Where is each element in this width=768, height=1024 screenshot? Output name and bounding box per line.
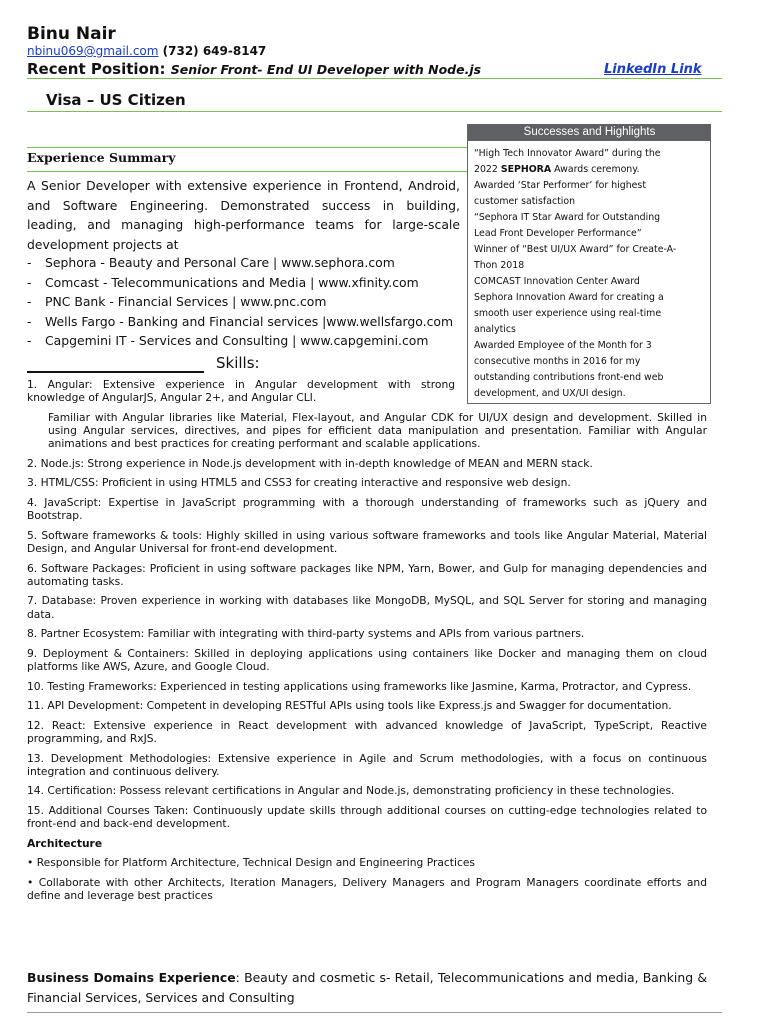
highlight-brand: SEPHORA — [500, 164, 552, 175]
company-item: - Capgemini IT - Services and Consulting | www.capgemini.com — [27, 331, 467, 351]
skills-list — [27, 378, 707, 909]
highlight-line: COMCAST Innovation Center Award — [474, 276, 640, 287]
company-list — [27, 253, 467, 351]
skill-item: 13. Development Methodologies: Extensive experience in Agile and Scrum methodologies, with a focus on continuous integration and continuous delivery. — [27, 751, 707, 778]
highlight-line: customer satisfaction — [474, 196, 576, 207]
highlight-line: consecutive months in 2016 for my — [474, 356, 641, 367]
email-link[interactable]: nbinu069@gmail.com — [27, 44, 159, 58]
company-item: - PNC Bank - Financial Services | www.pnc.com — [27, 292, 467, 312]
skill-item: 4. JavaScript: Expertise in JavaScript programming with a thorough understanding of frameworks such as jQuery and Bootstrap. — [27, 495, 707, 523]
skills-title: Skills: — [216, 354, 260, 372]
visa-divider — [27, 111, 722, 112]
skill-item: Familiar with Angular libraries like Material, Flex-layout, and Angular CDK for UI/UX design and development. Skilled in using Angular services, directives, and pipes for efficient data manipulation and presentation. Familiar with Angular animations and best practices for creating performant and scalable applications. — [48, 410, 707, 451]
skill-item: 15. Additional Courses Taken: Continuously update skills through additional courses on cutting-edge technologies related to front-end and back-end development. — [27, 803, 707, 831]
architecture-title: Architecture — [27, 836, 103, 850]
skill-item: 5. Software frameworks & tools: Highly skilled in using various software frameworks and tools like Angular Material, Material Design, and Angular Universal for front-end development. — [27, 528, 707, 555]
highlight-line: analytics — [474, 324, 516, 335]
highlight-line: outstanding contributions front-end web — [474, 372, 664, 383]
skill-item: 6. Software Packages: Proficient in using software packages like NPM, Yarn, Bower, and Gulp for managing dependencies and automating tasks. — [27, 561, 707, 588]
skill-item: 1. Angular: Extensive experience in Angular development with strong knowledge of AngularJS, Angular 2+, and Angular CLI. — [27, 378, 455, 405]
highlight-line: Awarded ‘Star Performer’ for highest — [474, 180, 646, 191]
skill-item: 3. HTML/CSS: Proficient in using HTML5 and CSS3 for creating interactive and responsive web design. — [27, 476, 571, 490]
highlight-line: development, and UX/UI design. — [474, 388, 626, 399]
footer-divider — [27, 1012, 722, 1013]
architecture-item: • Collaborate with other Architects, Iteration Managers, Delivery Managers and Program Managers coordinate efforts and define and leverage best practices — [27, 875, 707, 903]
highlight-suffix: Awards ceremony. — [551, 164, 640, 175]
company-item: - Comcast - Telecommunications and Media | www.xfinity.com — [27, 273, 467, 293]
highlight-year: 2022 — [474, 164, 501, 175]
skill-item: 9. Deployment & Containers: Skilled in deploying applications using containers like Docker and managing them on cloud platforms like AWS, Azure, and Google Cloud. — [27, 646, 707, 673]
recent-position — [27, 60, 481, 78]
skill-item: 10. Testing Frameworks: Experienced in testing applications using frameworks like Jasmine, Karma, Protractor, and Cypress. — [27, 679, 692, 693]
experience-title: Experience Summary — [27, 150, 176, 165]
recent-position-role: Senior Front- End UI Developer with Node.js — [170, 62, 482, 77]
highlight-line: Lead Front Developer Performance” — [474, 228, 642, 239]
business-domains — [27, 968, 707, 1007]
company-item: - Sephora - Beauty and Personal Care | www.sephora.com — [27, 253, 467, 273]
highlights-list — [474, 146, 708, 402]
highlight-line: Awarded Employee of the Month for 3 — [474, 340, 652, 351]
business-domains-text: : Beauty and cosmetic s- Retail, Telecommunications and media, Banking & Financial Services, Services and Consulting — [27, 970, 707, 1005]
experience-divider-bottom — [27, 171, 467, 172]
visa-status: Visa – US Citizen — [46, 91, 186, 109]
architecture-item: • Responsible for Platform Architecture, Technical Design and Engineering Practices — [27, 856, 475, 870]
skill-item: 11. API Development: Competent in developing RESTful APIs using tools like Express.js and Swagger for documentation. — [27, 699, 672, 713]
highlight-line: Winner of “Best UI/UX Award” for Create-A- — [474, 244, 677, 255]
experience-summary: A Senior Developer with extensive experience in Frontend, Android, and Software Engineering. Demonstrated success in building, leading, and managing high-performance teams for large-scale development projects at — [27, 178, 460, 252]
skill-item: 12. React: Extensive experience in React development with advanced knowledge of JavaScript, TypeScript, Reactive programming, and RxJS. — [27, 718, 707, 745]
skill-item: 8. Partner Ecosystem: Familiar with integrating with third-party systems and APIs from various partners. — [27, 627, 585, 641]
highlight-line — [474, 162, 708, 178]
skill-item: 2. Node.js: Strong experience in Node.js development with in-depth knowledge of MEAN and MERN stack. — [27, 456, 593, 470]
company-item: - Wells Fargo - Banking and Financial services |www.wellsfargo.com — [27, 312, 467, 332]
recent-position-label: Recent Position: — [27, 60, 166, 78]
header-divider — [27, 78, 722, 79]
highlights-title: Successes and Highlights — [468, 124, 711, 141]
experience-divider-top — [27, 147, 467, 148]
linkedin-link[interactable]: LinkedIn Link — [604, 62, 702, 77]
candidate-name: Binu Nair — [27, 24, 116, 44]
skills-rule — [27, 371, 204, 373]
skill-item: 14. Certification: Possess relevant certifications in Angular and Node.js, demonstrating proficiency in these technologies. — [27, 784, 675, 798]
highlight-line: “High Tech Innovator Award” during the — [474, 148, 661, 159]
contact-line — [27, 44, 266, 58]
highlight-line: “Sephora IT Star Award for Outstanding — [474, 212, 661, 223]
highlight-line: Thon 2018 — [474, 260, 525, 271]
skill-item: 7. Database: Proven experience in working with databases like MongoDB, MySQL, and SQL Server for storing and managing data. — [27, 594, 707, 621]
business-domains-label: Business Domains Experience — [27, 970, 236, 985]
phone-number: (732) 649-8147 — [162, 44, 267, 58]
highlight-line: smooth user experience using real-time — [474, 308, 662, 319]
highlight-line: Sephora Innovation Award for creating a — [474, 292, 664, 303]
